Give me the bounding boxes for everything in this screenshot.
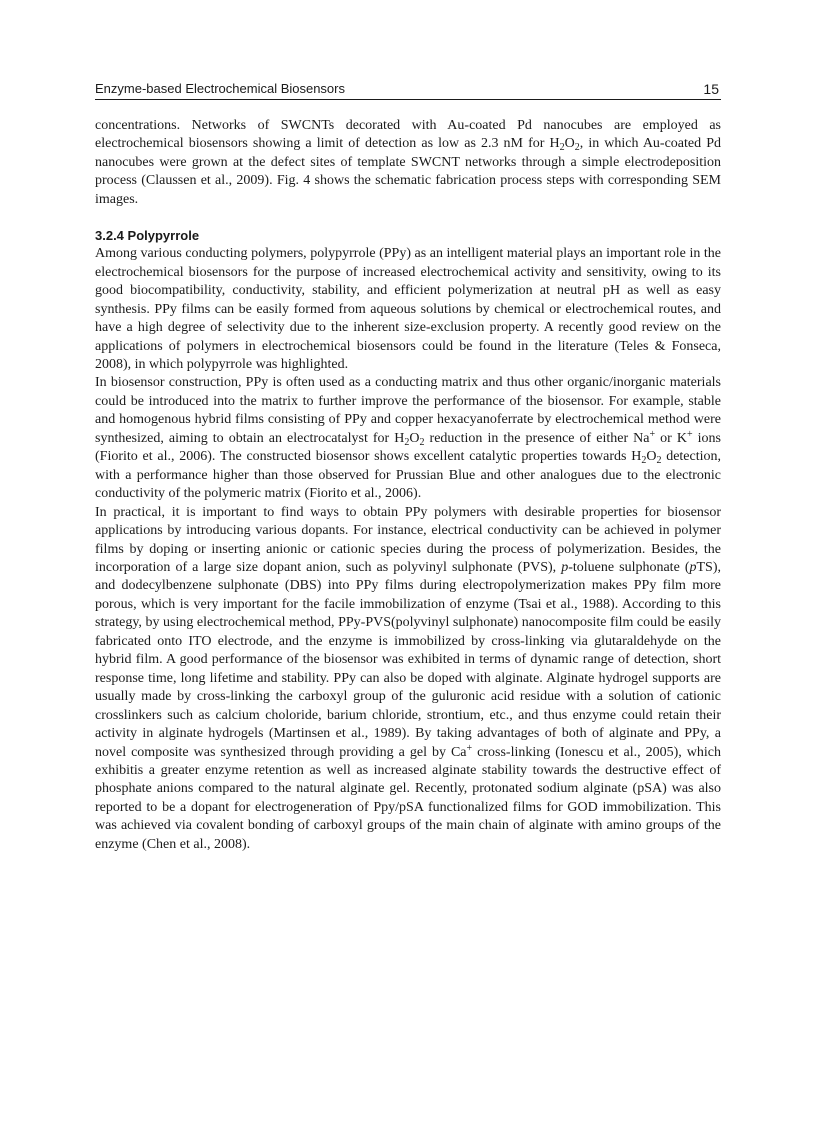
page-header [95, 79, 721, 100]
page-number: 15 [703, 81, 719, 97]
section-heading: 3.2.4 Polypyrrole [95, 228, 200, 244]
body-text [95, 117, 721, 854]
paragraph-biosensor-construction: In biosensor construction, PPy is often used as a conducting matrix and thus other organic/inorganic materials could be introduced into the matrix to further improve the performance of the biosensor. For example, stable and homogenous hybrid films consisting of PPy and copper hexacyanoferrate by electrochemical method were synthesized, aiming to obtain an electrocatalyst for $H_2O_2$ reduction in the presence of either Na+ or K+ ions (Fiorito et al., 2006). The constructed biosensor shows excellent catalytic properties towards $H_2O_2$ detection, with a performance higher than those observed for Prussian Blue and other analogues due to the electronic conductivity of the polymeric matrix (Fiorito et al., 2006). [95, 375, 722, 502]
paragraph-polypyrrole-intro: Among various conducting polymers, polypyrrole (PPy) as an intelligent material plays an important role in the electrochemical biosensors for the purpose of increased electrochemical activity and sensitivity, owing to its good biocompatibility, conductivity, stability, and efficient polymerization at neutral pH as well as easy synthesis. PPy films can be easily formed from aqueous solutions by chemical or electrochemical routes, and have a high degree of selectivity due to the inherent size-exclusion property. A recently good review on the applications of polymers in electrochemical biosensors could be found in the literature (Teles & Fonseca, 2008), in which polypyrrole was highlighted. [95, 246, 721, 372]
running-title: Enzyme-based Electrochemical Biosensors [95, 81, 345, 96]
paragraph-swcnt: concentrations. Networks of SWCNTs decorated with Au-coated Pd nanocubes are employed as electrochemical biosensors showing a limit of detection as low as 2.3 nM for $H_2O_2$, in which Au-coated Pd nanocubes were grown at the defect sites of template SWCNT networks through a simple electrodeposition process (Claussen et al., 2009). Fig. 4 shows the schematic fabrication process steps with corresponding SEM images. [95, 118, 721, 207]
paragraph-dopants: In practical, it is important to find ways to obtain PPy polymers with desirable properties for biosensor applications by introducing various dopants. For instance, electrical conductivity can be achieved in polymer films by doping or inserting anionic or cationic species during the process of polymerization. Besides, the incorporation of a large size dopant anion, such as polyvinyl sulphonate (PVS), p-toluene sulphonate (pTS), and dodecylbenzene sulphonate (DBS) into PPy films during electropolymerization makes PPy film more porous, which is very important for the facile immobilization of enzyme (Tsai et al., 1988). According to this strategy, by using electrochemical method, PPy-PVS(polyvinyl sulphonate) nanocomposite film could be easily fabricated onto ITO electrode, and the enzyme is immobilized by cross-linking via glutaraldehyde on the hybrid film. A good performance of the biosensor was exhibited in terms of dynamic range of detection, short response time, long lifetime and stability. PPy can also be doped with alginate. Alginate hydrogel supports are usually made by cross-linking the carboxyl group of the guluronic acid residue with a solution of cationic crosslinkers such as calcium choloride, barium chloride, strontium, etc., and thus enzyme could retain their activity in alginate hydrogels (Martinsen et al., 1989). By taking advantages of both of alginate and PPy, a novel composite was synthesized through providing a gel by Ca+ cross-linking (Ionescu et al., 2005), which exhibitis a greater enzyme retention as well as increased alginate stability towards the destructive effect of phosphate anions compared to the natural alginate gel. Recently, protonated sodium alginate (pSA) was also reported to be a dopant for electrogeneration of Ppy/pSA functionalized films for GOD immobilization. This was achieved via covalent bonding of carboxyl groups of the main chain of alginate with amino groups of the enzyme (Chen et al., 2008). [95, 504, 722, 852]
